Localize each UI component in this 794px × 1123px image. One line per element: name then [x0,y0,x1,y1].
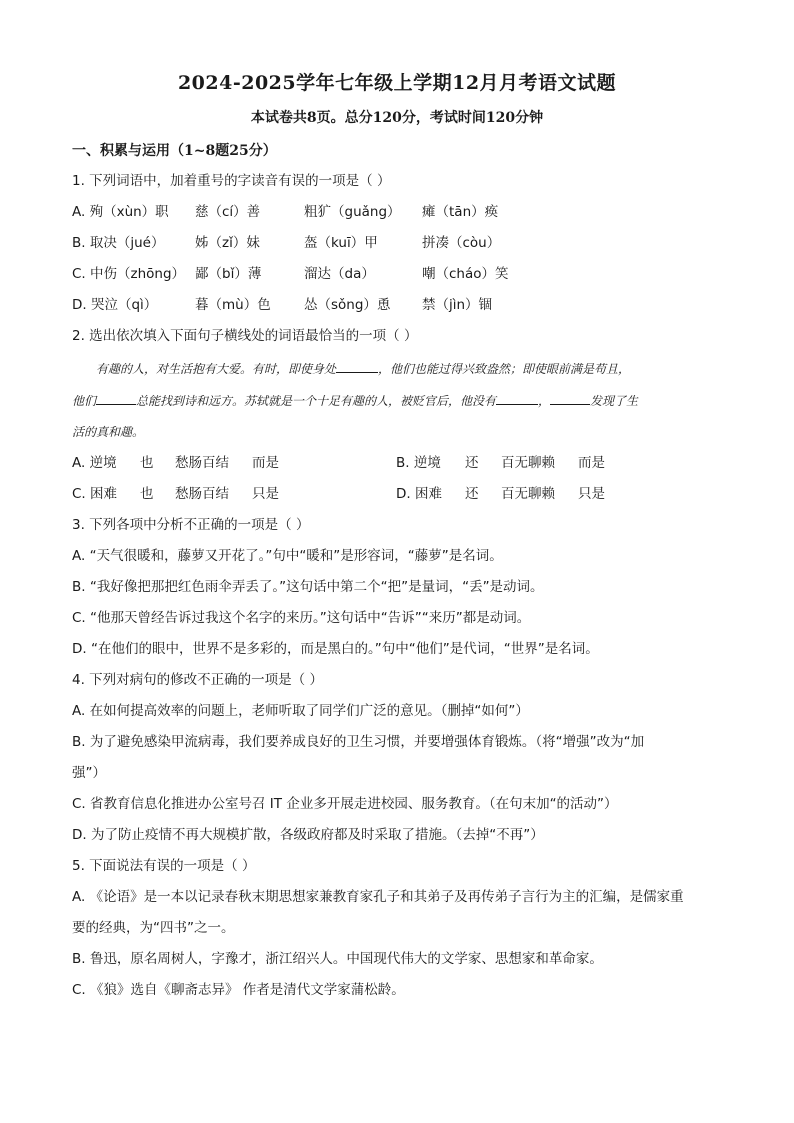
page-title: 2024-2025学年七年级上学期12月月考语文试题 [177,72,617,94]
option-word: 拼凑（còu） [422,235,501,251]
question-4-option-b-continued: 强”） [72,765,106,781]
passage-text: 总能找到诗和远方。苏轼就是一个十足有趣的人，被贬官后，他没有 [136,394,497,408]
passage-text: 他们 [72,394,97,408]
passage-text: 有趣的人，对生活抱有大爱。有时，即使身处 [96,362,337,376]
option-word: C. 中伤（zhōng） [72,266,186,282]
fill-blank [96,392,136,405]
question-4-option-c: C. 省教育信息化推进办公室号召 IT 企业多开展走进校园、服务教育。（在句末加“的活动”） [72,796,618,812]
question-5-option-c: C. 《狼》选自《聊斋志异》 作者是清代文学家蒲松龄。 [72,982,405,998]
question-3-option-a: A. “天气很暖和，藤萝又开花了。”句中“暖和”是形容词，“藤萝”是名词。 [72,548,503,564]
question-2-option-b [396,454,605,472]
option-word: 也 [140,486,154,502]
fill-blank [496,392,538,405]
question-2-stem: 2. 选出依次填入下面句子横线处的词语最恰当的一项（ ） [72,328,418,344]
section-heading: 一、积累与运用（1~8题25分） [72,143,277,159]
option-word: 鄙（bǐ）薄 [195,266,262,282]
option-word: 瘫（tān）痪 [422,204,499,220]
question-1-option-c [72,265,509,283]
question-3-stem: 3. 下列各项中分析不正确的一项是（ ） [72,517,310,533]
question-5-option-a-continued: 要的经典，为“四书”之一。 [72,920,235,936]
option-word: A. 逆境 [72,455,117,471]
option-word: 百无聊赖 [501,486,555,502]
option-word: B. 逆境 [396,455,441,471]
question-5-option-a: A. 《论语》是一本以记录春秋末期思想家兼教育家孔子和其弟子及再传弟子言行为主的汇编，是儒家重 [72,889,684,905]
option-word: 怂（sǒng）恿 [304,297,391,313]
question-5-option-b: B. 鲁迅，原名周树人，字豫才，浙江绍兴人。中国现代伟大的文学家、思想家和革命家。 [72,951,603,967]
option-word: 禁（jìn）锢 [422,297,493,313]
question-1-option-a [72,203,498,221]
option-word: 而是 [252,455,279,471]
option-word: A. 殉（xùn）职 [72,204,169,220]
question-2-passage-line-3: 活的真和趣。 [72,425,145,439]
question-4-option-b: B. 为了避免感染甲流病毒，我们要养成良好的卫生习惯，并要增强体育锻炼。（将“增强”改为“加 [72,734,645,750]
question-3-option-b: B. “我好像把那把红色雨伞弄丢了。”这句话中第二个“把”是量词，“丢”是动词。 [72,579,544,595]
question-3-option-d: D. “在他们的眼中，世界不是多彩的，而是黑白的。”句中“他们”是代词，“世界”是名词。 [72,641,599,657]
question-5-stem: 5. 下面说法有误的一项是（ ） [72,858,256,874]
option-word: 嘲（cháo）笑 [422,266,509,282]
option-word: 暮（mù）色 [195,297,271,313]
question-4-option-a: A. 在如何提高效率的问题上，老师听取了同学们广泛的意见。（删掉“如何”） [72,703,529,719]
question-4-stem: 4. 下列对病句的修改不正确的一项是（ ） [72,672,323,688]
option-word: 姊（zǐ）妹 [195,235,260,251]
question-1-option-d [72,296,492,314]
option-word: 粗犷（guǎng） [304,204,401,220]
option-word: C. 困难 [72,486,118,502]
page-subtitle: 本试卷共8页。总分120分，考试时间120分钟 [250,110,544,126]
question-1-option-b [72,234,500,252]
option-word: 只是 [578,486,605,502]
option-word: 百无聊赖 [501,455,555,471]
option-word: 而是 [578,455,605,471]
passage-text: ， [538,394,551,408]
option-word: D. 哭泣（qì） [72,297,158,313]
option-word: D. 困难 [396,486,442,502]
passage-text: 发现了生 [590,394,639,408]
question-2-option-d [396,485,605,503]
question-2-passage-line-2 [72,392,722,410]
fill-blank [550,392,590,405]
fill-blank [336,360,378,373]
question-2-option-c [72,485,279,503]
option-word: 溜达（da） [304,266,375,282]
option-word: 也 [140,455,154,471]
option-word: 盔（kuī）甲 [304,235,378,251]
option-word: 慈（cí）善 [195,204,261,220]
question-3-option-c: C. “他那天曾经告诉过我这个名字的来历。”这句话中“告诉”“来历”都是动词。 [72,610,531,626]
option-word: 愁肠百结 [175,455,229,471]
option-word: B. 取决（jué） [72,235,165,251]
option-word: 愁肠百结 [175,486,229,502]
question-1-stem: 1. 下列词语中，加着重号的字读音有误的一项是（ ） [72,173,391,189]
option-word: 还 [465,486,479,502]
option-word: 还 [465,455,479,471]
question-2-option-a [72,454,279,472]
question-2-passage-line-1 [96,360,726,378]
question-4-option-d: D. 为了防止疫情不再大规模扩散，各级政府都及时采取了措施。（去掉“不再”） [72,827,544,843]
option-word: 只是 [252,486,279,502]
passage-text: ，他们也能过得兴致盎然；即使眼前满是苟且， [378,362,631,376]
